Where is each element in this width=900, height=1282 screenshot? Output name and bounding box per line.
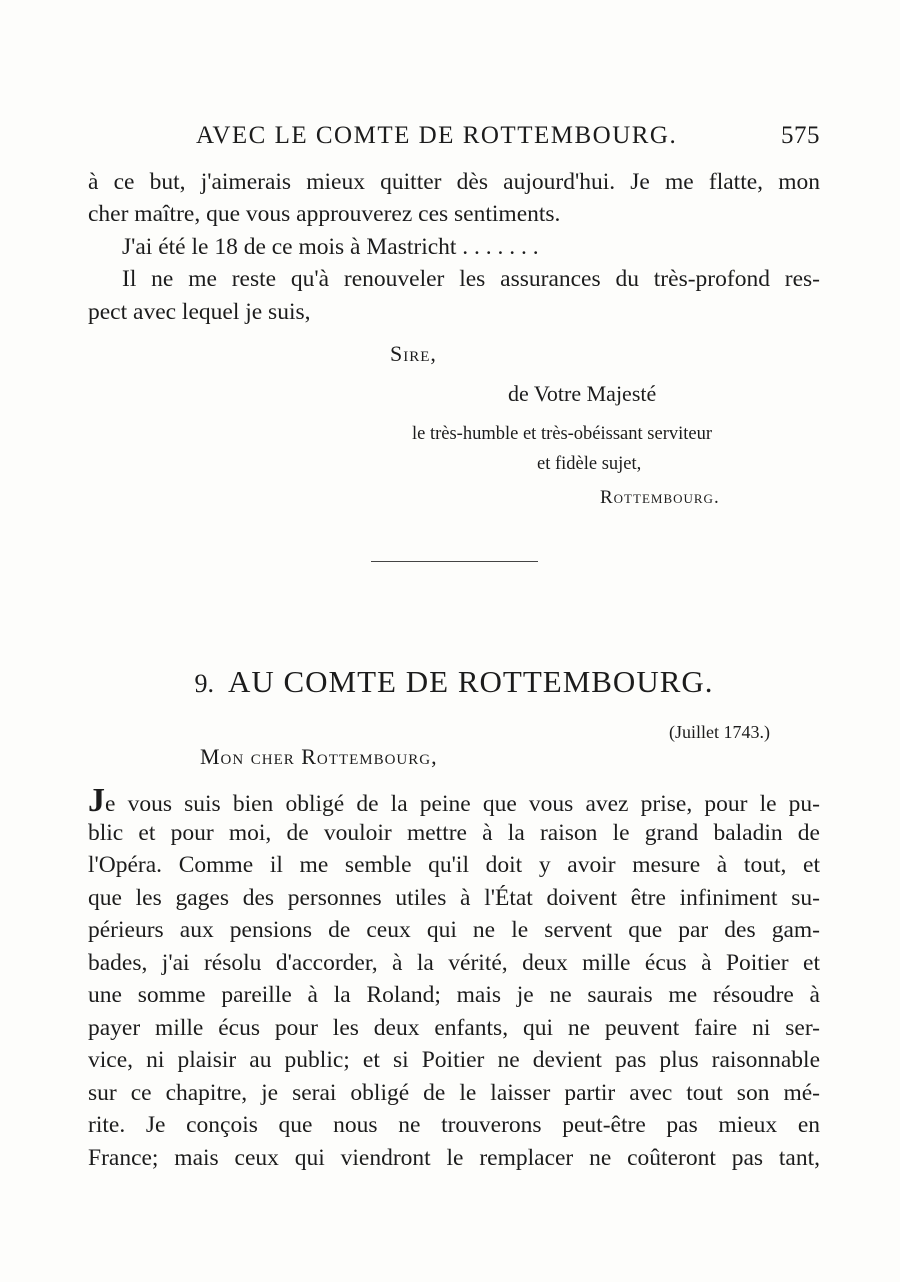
body-line-9: vice, ni plaisir au public; et si Poitier ne devient pas plus raisonnable bbox=[88, 1047, 820, 1073]
closing-subject: et fidèle sujet, bbox=[537, 454, 642, 474]
letter-number: 9. bbox=[194, 669, 214, 698]
drop-cap: J bbox=[88, 782, 105, 819]
letter-heading bbox=[88, 664, 820, 700]
body-line-6: bades, j'ai résolu d'accorder, à la vérité, deux mille écus à Poitier et bbox=[88, 950, 820, 976]
body-line-1 bbox=[88, 784, 820, 820]
body-line-1-text: e vous suis bien obligé de la peine que vous avez prise, pour le pu- bbox=[105, 791, 820, 817]
salutation: Mon cher Rottembourg, bbox=[200, 744, 438, 769]
letter-date: (Juillet 1743.) bbox=[669, 722, 770, 742]
running-head bbox=[88, 122, 820, 154]
body-line-5: périeurs aux pensions de ceux qui ne le servent que par des gam- bbox=[88, 917, 820, 943]
intro-line-3: J'ai été le 18 de ce mois à Mastricht . . . . . . . bbox=[122, 234, 539, 260]
running-title: AVEC LE COMTE DE ROTTEMBOURG. bbox=[196, 122, 678, 149]
section-divider bbox=[371, 561, 538, 562]
intro-line-4: Il ne me reste qu'à renouveler les assurances du très-profond res- bbox=[122, 266, 820, 292]
body-line-10: sur ce chapitre, je serai obligé de le laisser partir avec tout son mé- bbox=[88, 1080, 820, 1106]
intro-line-1: à ce but, j'aimerais mieux quitter dès aujourd'hui. Je me flatte, mon bbox=[88, 169, 820, 195]
body-line-8: payer mille écus pour les deux enfants, qui ne peuvent faire ni ser- bbox=[88, 1015, 820, 1041]
closing-majesty: de Votre Majesté bbox=[508, 381, 657, 406]
body-line-11: rite. Je conçois que nous ne trouverons peut-être pas mieux en bbox=[88, 1112, 820, 1138]
closing-signature: Rottembourg. bbox=[600, 487, 720, 508]
closing-servant: le très-humble et très-obéissant serviteur bbox=[412, 424, 713, 444]
intro-line-5: pect avec lequel je suis, bbox=[88, 299, 311, 325]
closing-sire: Sire, bbox=[390, 341, 437, 366]
body-line-2: blic et pour moi, de vouloir mettre à la raison le grand baladin de bbox=[88, 820, 820, 846]
body-line-4: que les gages des personnes utiles à l'État doivent être infiniment su- bbox=[88, 885, 820, 911]
page-number: 575 bbox=[781, 122, 820, 149]
body-line-12: France; mais ceux qui viendront le remplacer ne coûteront pas tant, bbox=[88, 1145, 820, 1171]
body-line-3: l'Opéra. Comme il me semble qu'il doit y avoir mesure à tout, et bbox=[88, 852, 820, 878]
body-line-7: une somme pareille à la Roland; mais je ne saurais me résoudre à bbox=[88, 982, 820, 1008]
intro-line-2: cher maître, que vous approuverez ces sentiments. bbox=[88, 201, 561, 227]
letter-title: AU COMTE DE ROTTEMBOURG. bbox=[227, 664, 714, 699]
